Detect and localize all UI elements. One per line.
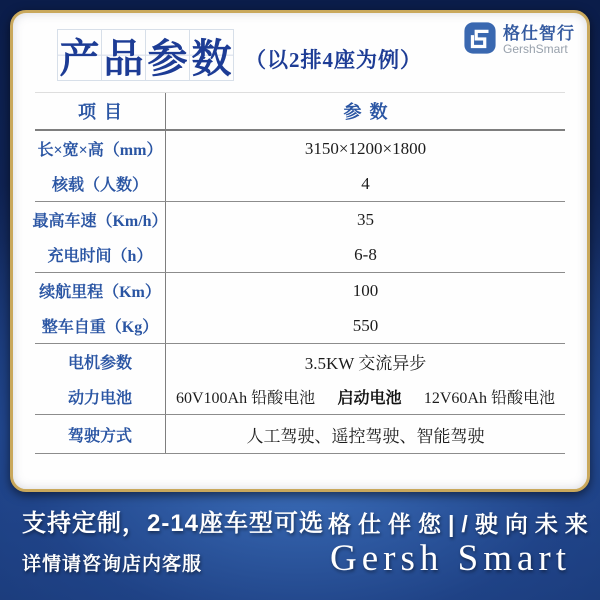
page-title: [57, 29, 422, 81]
table-row: [35, 415, 565, 453]
spec-label: 充电时间（h）: [35, 237, 166, 272]
table-row: [35, 237, 565, 272]
spec-value: 4: [361, 173, 370, 193]
table-group: [35, 344, 565, 415]
spec-label: 核载（人数）: [35, 166, 166, 201]
gersh-logo-icon: [463, 21, 497, 60]
title-char-cell: 产: [57, 29, 102, 81]
brand-name-en: GershSmart: [503, 42, 568, 57]
spec-label: 最高车速（Km/h）: [35, 202, 166, 237]
table-header-row: [35, 93, 565, 131]
table-row: [32, 202, 565, 237]
spec-label: 电机参数: [35, 344, 166, 379]
table-group: [35, 273, 565, 344]
footer-custom-note: 支持定制，2-14座车型可选: [22, 510, 325, 537]
spec-label: 长×宽×高（mm）: [35, 131, 166, 166]
title-char-cell: 参: [145, 29, 190, 81]
spec-table: [32, 92, 565, 454]
table-row: [35, 166, 565, 201]
table-row: [35, 379, 565, 414]
brand-logo: [463, 21, 575, 60]
table-row: [35, 344, 565, 379]
table-group: [32, 202, 565, 273]
footer-slogan: [328, 506, 595, 539]
slogan-divider: |/: [448, 511, 475, 537]
product-spec-card: [10, 10, 590, 492]
footer-brand-en: Gersh Smart: [330, 538, 571, 579]
spec-value-battery: [166, 379, 565, 414]
table-row: [35, 273, 565, 308]
battery-value-middle: 启动电池: [337, 390, 402, 407]
title-char-cell: 数: [189, 29, 234, 81]
battery-value-left: 60V100Ah 铅酸电池: [176, 390, 316, 407]
spec-value: 100: [352, 280, 379, 300]
footer-contact-note: 详情请咨询店内客服: [22, 554, 203, 575]
battery-value-right: 12V60Ah 铅酸电池: [423, 390, 555, 407]
table-row: [35, 308, 565, 343]
spec-label: 驾驶方式: [35, 415, 166, 453]
spec-value: 人工驾驶、遥控驾驶、智能驾驶: [246, 426, 485, 446]
spec-label: 动力电池: [35, 379, 166, 414]
brand-name-cn: 格仕智行: [503, 23, 575, 43]
spec-label: 整车自重（Kg）: [35, 308, 166, 343]
title-subtitle: （以2排4座为例）: [245, 48, 422, 72]
title-char-cell: 品: [101, 29, 146, 81]
slogan-pre: 格仕伴您: [328, 511, 448, 537]
spec-value: 3150×1200×1800: [304, 138, 427, 158]
slogan-post: 驶向未来: [474, 511, 595, 537]
spec-value: 35: [357, 209, 374, 229]
table-row: [35, 131, 565, 166]
spec-value: 3.5KW 交流异步: [304, 354, 427, 373]
table-group: [35, 415, 565, 454]
table-group: [35, 131, 565, 202]
column-header-param: 参数: [343, 102, 396, 122]
column-header-item: 项目: [35, 93, 166, 129]
spec-label: 续航里程（Km）: [35, 273, 166, 308]
spec-value: 6-8: [354, 244, 377, 264]
spec-value: 550: [352, 315, 379, 335]
